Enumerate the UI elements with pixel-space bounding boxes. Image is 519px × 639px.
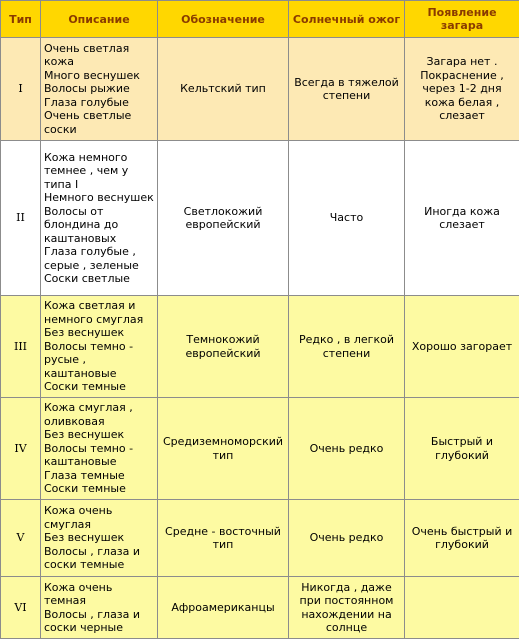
- header-designation: Обозначение: [158, 1, 289, 38]
- description-line: Волосы темно - русые , каштановые: [44, 340, 154, 381]
- table-row: [1, 38, 519, 141]
- sunburn-cell: Никогда , даже при постоянном нахождении на солнце: [289, 577, 405, 639]
- header-tan: Появление загара: [405, 1, 519, 38]
- description-line: Соски темные: [44, 380, 154, 394]
- header-description: Описание: [41, 1, 158, 38]
- description-line: Очень светлые соски: [44, 109, 154, 136]
- description-line: Без веснушек: [44, 428, 154, 442]
- sunburn-cell: Очень редко: [289, 500, 405, 577]
- description-line: Волосы от блондина до каштановых: [44, 205, 154, 246]
- designation-cell: Афроамериканцы: [158, 577, 289, 639]
- table-row: [1, 398, 519, 500]
- table-row: [1, 141, 519, 296]
- tan-cell: Иногда кожа слезает: [405, 141, 519, 296]
- description-cell: [41, 577, 158, 639]
- type-cell: II: [1, 141, 41, 296]
- sunburn-cell: Часто: [289, 141, 405, 296]
- type-cell: VI: [1, 577, 41, 639]
- description-line: Волосы , глаза и соски темные: [44, 545, 154, 572]
- description-line: Кожа очень темная: [44, 581, 154, 608]
- sunburn-cell: Редко , в легкой степени: [289, 296, 405, 398]
- description-line: Волосы темно - каштановые: [44, 442, 154, 469]
- tan-cell: [405, 577, 519, 639]
- table-row: [1, 500, 519, 577]
- sunburn-cell: Всегда в тяжелой степени: [289, 38, 405, 141]
- description-cell: [41, 141, 158, 296]
- designation-cell: Средне - восточный тип: [158, 500, 289, 577]
- table-row: [1, 296, 519, 398]
- description-cell: [41, 500, 158, 577]
- description-line: Кожа очень смуглая: [44, 504, 154, 531]
- tan-cell: Хорошо загорает: [405, 296, 519, 398]
- sunburn-cell: Очень редко: [289, 398, 405, 500]
- description-line: Кожа смуглая , оливковая: [44, 401, 154, 428]
- description-line: Соски темные: [44, 482, 154, 496]
- description-line: Глаза голубые , серые , зеленые: [44, 245, 154, 272]
- type-cell: V: [1, 500, 41, 577]
- description-cell: [41, 296, 158, 398]
- description-line: Глаза темные: [44, 469, 154, 483]
- designation-cell: Светлокожий европейский: [158, 141, 289, 296]
- header-type: Тип: [1, 1, 41, 38]
- description-line: Волосы , глаза и соски черные: [44, 608, 154, 635]
- description-line: Волосы рыжие: [44, 82, 154, 96]
- tan-cell: Загара нет . Покраснение , через 1-2 дня кожа белая , слезает: [405, 38, 519, 141]
- description-line: Очень светлая кожа: [44, 42, 154, 69]
- description-line: Много веснушек: [44, 69, 154, 83]
- description-line: Без веснушек: [44, 531, 154, 545]
- designation-cell: Кельтский тип: [158, 38, 289, 141]
- description-line: Соски светлые: [44, 272, 154, 286]
- designation-cell: Средиземноморский тип: [158, 398, 289, 500]
- type-cell: III: [1, 296, 41, 398]
- designation-cell: Темнокожий европейский: [158, 296, 289, 398]
- description-line: Кожа светлая и немного смуглая: [44, 299, 154, 326]
- description-line: Глаза голубые: [44, 96, 154, 110]
- header-sunburn: Солнечный ожог: [289, 1, 405, 38]
- description-line: Немного веснушек: [44, 191, 154, 205]
- description-line: Кожа немного темнее , чем у типа I: [44, 151, 154, 192]
- table-row: [1, 577, 519, 639]
- tan-cell: Быстрый и глубокий: [405, 398, 519, 500]
- tan-cell: Очень быстрый и глубокий: [405, 500, 519, 577]
- description-cell: [41, 398, 158, 500]
- header-row: [1, 1, 519, 38]
- description-cell: [41, 38, 158, 141]
- type-cell: IV: [1, 398, 41, 500]
- description-line: Без веснушек: [44, 326, 154, 340]
- type-cell: I: [1, 38, 41, 141]
